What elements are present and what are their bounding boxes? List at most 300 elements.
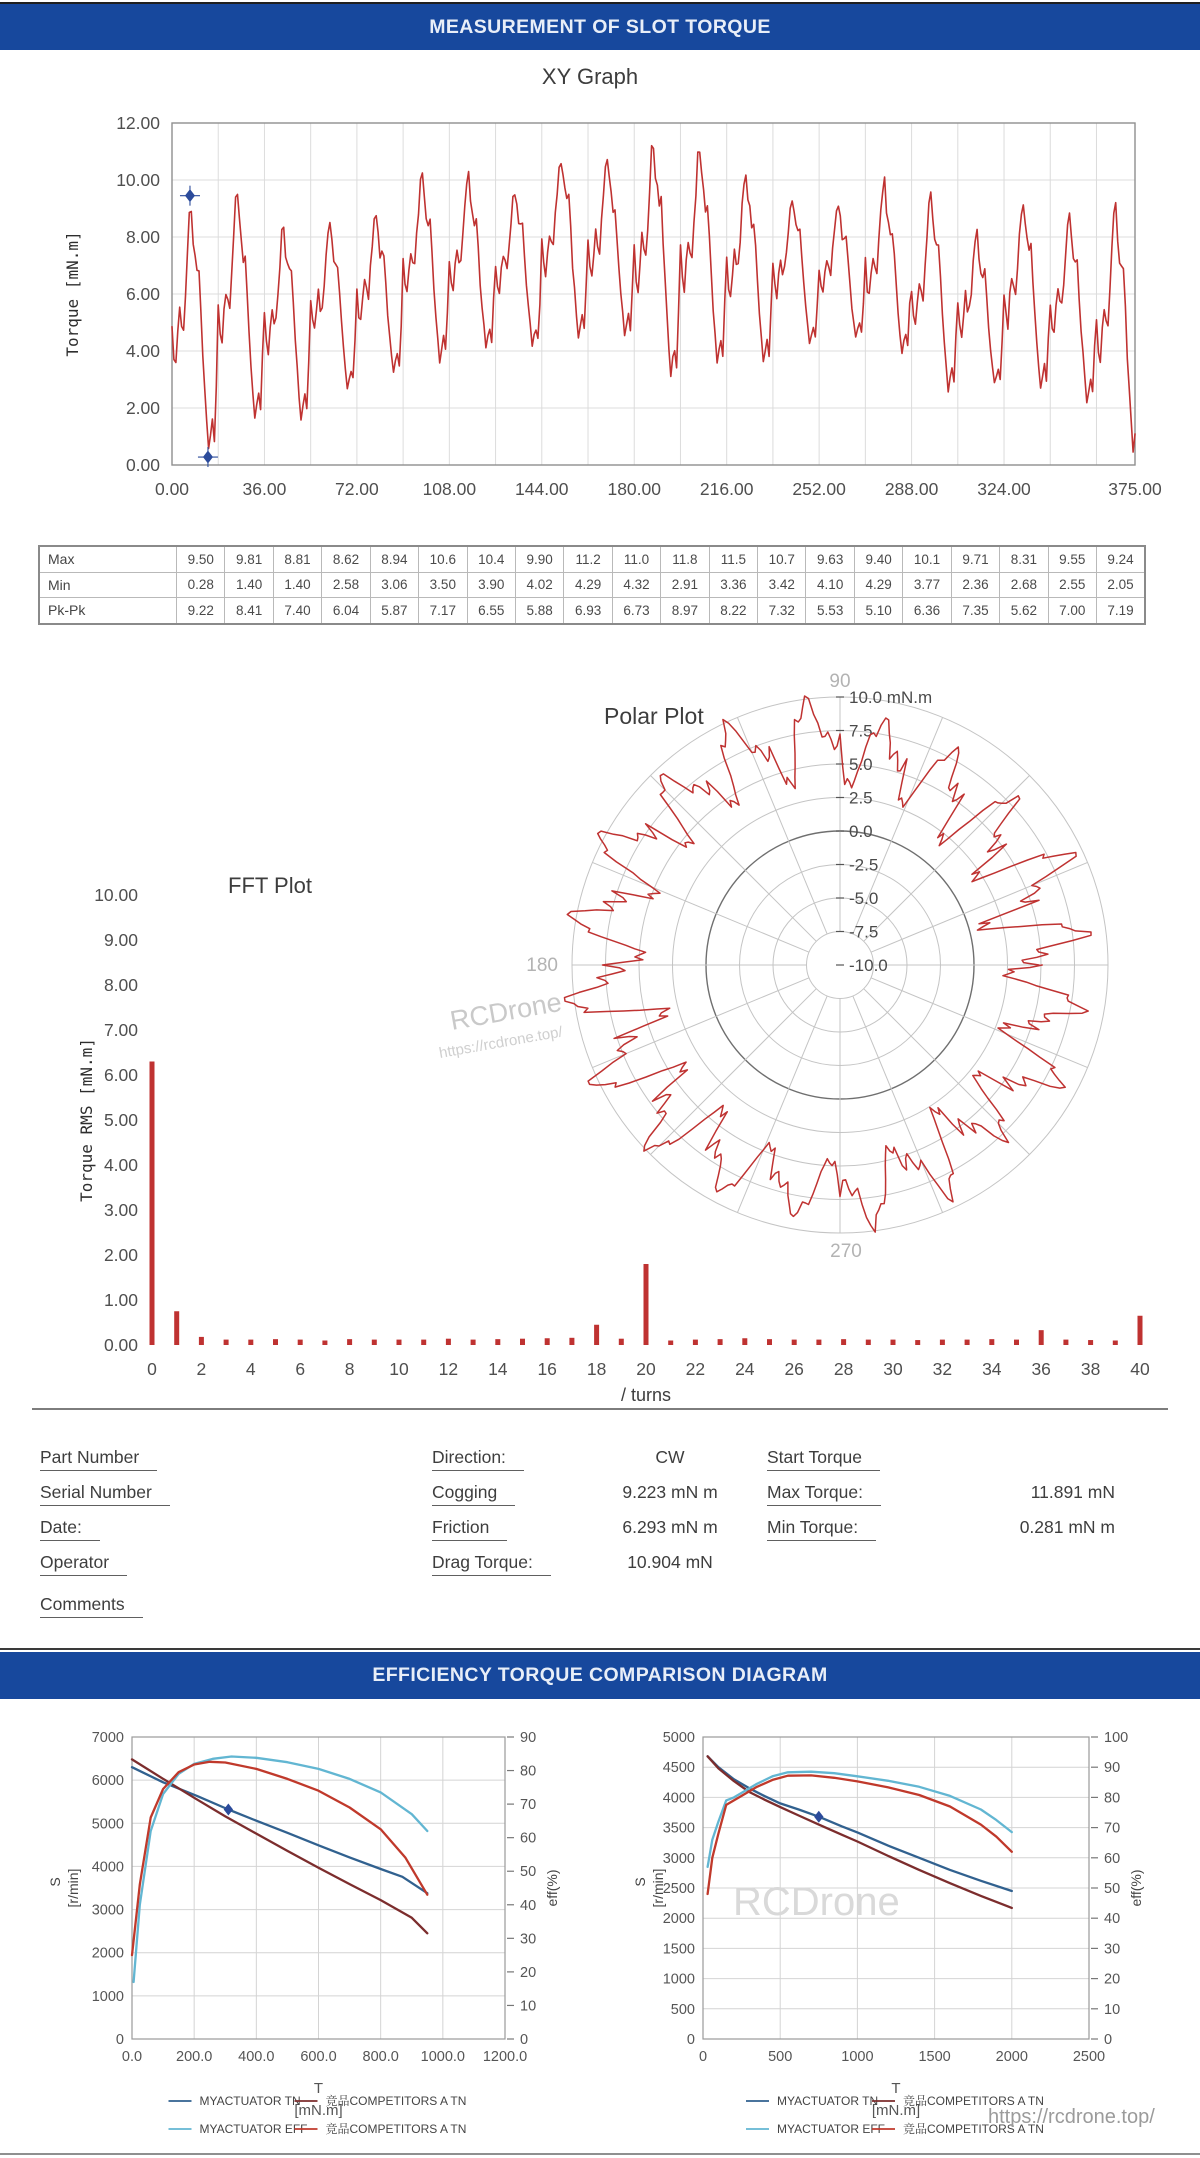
fft-bar — [298, 1340, 303, 1345]
y-tick-label: 8.00 — [103, 975, 138, 995]
fft-bar — [1014, 1340, 1019, 1345]
polar-plot-chart — [410, 628, 1200, 1288]
right-tick-label: 50 — [520, 1864, 537, 1881]
right-tick-label: 80 — [520, 1763, 537, 1780]
header-efficiency — [0, 1652, 1200, 1699]
series-line — [708, 1772, 1012, 1867]
fft-bar — [866, 1340, 871, 1345]
right-tick-label: 100 — [1104, 1730, 1129, 1746]
info-label-date--text: Date: — [40, 1517, 100, 1541]
stats-cell: 4.02 — [515, 572, 563, 598]
stats-cell: 3.42 — [758, 572, 806, 598]
marker-diamond — [203, 451, 213, 464]
info-label-comments — [40, 1594, 143, 1615]
radial-tick-label: -10.0 — [849, 956, 888, 975]
right-tick-label: 0 — [1104, 2032, 1113, 2048]
radial-tick-label: 7.5 — [849, 721, 873, 741]
polar-spoke — [871, 862, 1088, 952]
x-tick-label: 36.00 — [242, 479, 287, 499]
header-efficiency-text: EFFICIENCY TORQUE COMPARISON DIAGRAM — [372, 1664, 828, 1686]
fft-bar — [1138, 1316, 1143, 1345]
stats-cell: 2.68 — [1000, 572, 1048, 598]
x-tick-label: 14 — [488, 1359, 508, 1379]
stats-cell: 11.5 — [709, 546, 757, 572]
legend-label: MYACTUATOR EFF — [777, 2122, 885, 2136]
header2-top-line — [0, 1648, 1200, 1650]
marker-diamond — [224, 1803, 233, 1815]
stats-cell: 3.06 — [370, 572, 418, 598]
y-axis-label-left-units: [r/min] — [650, 1868, 666, 1908]
stats-cell: 9.55 — [1048, 546, 1096, 572]
x-tick-label: 0 — [147, 1359, 157, 1379]
y-tick-label: 6.00 — [103, 1065, 138, 1085]
stats-cell: 10.7 — [758, 546, 806, 572]
stats-cell: 7.19 — [1097, 598, 1145, 624]
stats-cell: 2.36 — [951, 572, 999, 598]
stats-cell: 2.91 — [661, 572, 709, 598]
header-slot-torque-text: MEASUREMENT OF SLOT TORQUE — [429, 15, 771, 38]
stats-cell: 5.62 — [1000, 598, 1048, 624]
stats-cell: 4.29 — [854, 572, 902, 598]
polar-spoke — [650, 775, 816, 941]
left-tick-label: 1000 — [91, 1988, 124, 2005]
stats-cell: 9.81 — [225, 546, 273, 572]
y-tick-label: 10.00 — [94, 885, 138, 905]
info-label-cogging — [432, 1482, 515, 1503]
watermark-text: RCDrone — [733, 1880, 900, 1924]
y-tick-label: 0.00 — [103, 1335, 138, 1355]
stats-row — [39, 546, 1145, 572]
y-axis-label-left: S — [632, 1877, 648, 1887]
right-tick-label: 30 — [520, 1931, 537, 1948]
x-tick-label: 1200.0 — [482, 2049, 528, 2065]
fft-bar — [989, 1339, 994, 1345]
info-label-cogging-text: Cogging — [432, 1482, 515, 1506]
polar-spoke — [864, 989, 1030, 1155]
stats-cell: 9.22 — [177, 598, 225, 624]
stats-cell: 8.22 — [709, 598, 757, 624]
left-tick-label: 3000 — [662, 1850, 695, 1867]
info-label-serial-number-text: Serial Number — [40, 1482, 170, 1506]
stats-cell: 5.53 — [806, 598, 854, 624]
radial-tick-label: -7.5 — [849, 922, 879, 942]
info-label-min-torque- — [767, 1517, 876, 1538]
y-tick-label: 5.00 — [103, 1110, 138, 1130]
x-tick-label: 400.0 — [238, 2049, 275, 2065]
y-tick-label: 0.00 — [125, 455, 160, 475]
torque-trace — [172, 146, 1135, 452]
polar-spoke — [864, 775, 1030, 941]
header-slot-torque — [0, 4, 1200, 50]
right-tick-label: 20 — [1104, 1971, 1121, 1988]
separator-line — [32, 1408, 1168, 1410]
x-tick-label: 72.00 — [334, 479, 379, 499]
stats-cell: 5.10 — [854, 598, 902, 624]
legend-label: MYACTUATOR TN — [777, 2094, 879, 2108]
fft-bar — [742, 1338, 747, 1345]
fft-bar — [495, 1339, 500, 1345]
y-axis-label: Torque RMS [mN.m] — [77, 1038, 96, 1202]
left-tick-label: 0 — [686, 2032, 695, 2048]
stats-cell: 10.6 — [419, 546, 467, 572]
info-label-drag-torque- — [432, 1552, 551, 1573]
series-line — [132, 1759, 427, 1933]
x-tick-label: 22 — [685, 1359, 706, 1379]
right-tick-label: 10 — [1104, 2001, 1121, 2018]
stats-cell: 7.17 — [419, 598, 467, 624]
stats-cell: 6.73 — [612, 598, 660, 624]
fft-bar — [792, 1340, 797, 1345]
left-tick-label: 1000 — [662, 1971, 695, 1988]
info-label-operator — [40, 1552, 127, 1573]
right-tick-label: 0 — [520, 2032, 529, 2048]
info-label-min-torque--text: Min Torque: — [767, 1517, 876, 1541]
stats-cell: 10.4 — [467, 546, 515, 572]
stats-cell: 9.63 — [806, 546, 854, 572]
y-tick-label: 7.00 — [103, 1020, 138, 1040]
legend-label: 竞品COMPETITORS A TN — [903, 2122, 1044, 2136]
fft-bar — [224, 1340, 229, 1345]
radial-tick-label: 2.5 — [849, 788, 873, 808]
marker-diamond — [814, 1811, 823, 1823]
stats-cell: 2.55 — [1048, 572, 1096, 598]
info-label-serial-number — [40, 1482, 170, 1503]
fft-bar — [569, 1338, 574, 1345]
stats-cell: 11.8 — [661, 546, 709, 572]
y-tick-label: 2.00 — [125, 398, 160, 418]
info-label-comments-text: Comments — [40, 1594, 143, 1618]
right-tick-label: 70 — [520, 1797, 537, 1814]
left-tick-label: 6000 — [91, 1773, 124, 1790]
fft-bar — [273, 1339, 278, 1345]
angle-label-270: 270 — [830, 1241, 862, 1262]
stats-cell: 3.36 — [709, 572, 757, 598]
x-tick-label: 12 — [438, 1359, 459, 1379]
stats-cell: 7.00 — [1048, 598, 1096, 624]
legend-label: 竞品COMPETITORS A TN — [903, 2094, 1044, 2108]
left-tick-label: 1500 — [662, 1941, 695, 1958]
y-tick-label: 9.00 — [103, 930, 138, 950]
x-axis-label: T — [891, 2080, 901, 2097]
efficiency-chart-left — [40, 1710, 600, 2158]
right-tick-label: 40 — [520, 1897, 537, 1914]
fft-bar — [248, 1340, 253, 1345]
stats-cell: 8.94 — [370, 546, 418, 572]
right-tick-label: 70 — [1104, 1820, 1121, 1837]
stats-cell: 8.62 — [322, 546, 370, 572]
info-label-date- — [40, 1517, 100, 1538]
y-tick-label: 8.00 — [125, 227, 160, 247]
left-tick-label: 3000 — [91, 1902, 124, 1919]
radial-tick-label: -5.0 — [849, 889, 879, 908]
fft-bar — [397, 1340, 402, 1345]
x-tick-label: 2000 — [995, 2049, 1028, 2065]
right-tick-label: 60 — [1104, 1850, 1121, 1867]
stats-cell: 6.93 — [564, 598, 612, 624]
info-value3-1: 11.891 mN — [1030, 1482, 1115, 1502]
info-value-3: 10.904 mN — [627, 1552, 713, 1572]
right-tick-label: 50 — [1104, 1881, 1121, 1897]
watermark-url: https://rcdrone.top/ — [437, 1023, 564, 1062]
right-tick-label: 40 — [1104, 1911, 1121, 1928]
info-label-friction-text: Friction — [432, 1517, 507, 1541]
info-label-drag-torque--text: Drag Torque: — [432, 1552, 551, 1576]
stats-cell: 9.71 — [951, 546, 999, 572]
stats-cell: 11.0 — [612, 546, 660, 572]
stats-cell: 2.05 — [1097, 572, 1145, 598]
left-tick-label: 2000 — [91, 1945, 124, 1962]
radial-tick-label: 0.0 — [849, 822, 873, 841]
stats-cell: 3.90 — [467, 572, 515, 598]
y-tick-label: 6.00 — [125, 284, 160, 304]
x-tick-label: 32 — [932, 1359, 953, 1379]
polar-spoke — [853, 996, 943, 1213]
polar-trace — [565, 696, 1092, 1232]
legend-label: 竞品COMPETITORS A TN — [325, 2122, 467, 2136]
stats-cell: 6.04 — [322, 598, 370, 624]
right-tick-label: 10 — [520, 1998, 537, 2015]
fft-bar — [816, 1340, 821, 1345]
x-tick-label: 2 — [196, 1359, 207, 1379]
watermark-text: RCDrone — [447, 986, 564, 1036]
fft-bar — [372, 1340, 377, 1345]
stats-cell: 5.88 — [515, 598, 563, 624]
x-axis-label-units: [mN.m] — [294, 2102, 343, 2119]
x-tick-label: 144.00 — [515, 479, 569, 499]
efficiency-chart-right — [625, 1710, 1185, 2158]
x-tick-label: 4 — [245, 1359, 256, 1379]
fft-bar — [767, 1339, 772, 1345]
stats-cell: 4.29 — [564, 572, 612, 598]
polar-spoke — [650, 989, 816, 1155]
stats-cell: 8.97 — [661, 598, 709, 624]
fft-bar — [1039, 1330, 1044, 1345]
fft-bar — [520, 1339, 525, 1345]
y-tick-label: 1.00 — [103, 1290, 138, 1310]
stats-cell: 7.35 — [951, 598, 999, 624]
y-tick-label: 2.00 — [103, 1245, 138, 1265]
x-tick-label: 16 — [537, 1359, 557, 1379]
left-tick-label: 500 — [670, 2001, 695, 2018]
info-label-start-torque-text: Start Torque — [767, 1447, 880, 1471]
stats-cell: 6.36 — [903, 598, 951, 624]
radial-tick-label: -2.5 — [849, 855, 879, 875]
stats-row — [39, 598, 1145, 624]
info-label-direction--text: Direction: — [432, 1447, 524, 1471]
left-tick-label: 2000 — [662, 1911, 695, 1928]
chart-title: FFT Plot — [228, 873, 312, 898]
x-tick-label: 40 — [1130, 1359, 1150, 1379]
info-value-2: 6.293 mN m — [622, 1517, 718, 1537]
x-axis-label-units: [mN.m] — [871, 2102, 921, 2119]
y-tick-label: 12.00 — [116, 113, 160, 133]
x-tick-label: 324.00 — [977, 479, 1031, 499]
x-tick-label: 800.0 — [362, 2049, 399, 2065]
fft-bar — [965, 1340, 970, 1345]
x-tick-label: 180.00 — [607, 479, 662, 499]
x-tick-label: 28 — [833, 1359, 854, 1379]
legend-label: MYACTUATOR TN — [199, 2094, 301, 2108]
x-tick-label: 216.00 — [699, 479, 754, 499]
bottom-border-line — [0, 2153, 1200, 2155]
x-tick-label: 38 — [1080, 1359, 1101, 1379]
series-line — [132, 1762, 427, 1955]
x-tick-label: 18 — [586, 1359, 607, 1379]
x-tick-label: 36 — [1031, 1359, 1051, 1379]
fft-bar — [619, 1339, 624, 1345]
fft-bar — [150, 1062, 155, 1346]
right-tick-label: 30 — [1104, 1941, 1121, 1958]
info-label-part-number — [40, 1447, 157, 1468]
fft-bar — [471, 1340, 476, 1345]
info-label-part-number-text: Part Number — [40, 1447, 157, 1471]
left-tick-label: 5000 — [91, 1816, 124, 1833]
fft-bar — [347, 1339, 352, 1345]
right-tick-label: 80 — [1104, 1790, 1121, 1807]
stats-row — [39, 572, 1145, 598]
x-tick-label: 0.00 — [154, 479, 190, 499]
fft-bar — [594, 1325, 599, 1345]
x-tick-label: 30 — [883, 1359, 903, 1379]
stats-cell: 2.58 — [322, 572, 370, 598]
stats-cell: 8.81 — [273, 546, 321, 572]
fft-bar — [199, 1337, 204, 1345]
x-tick-label: 26 — [784, 1359, 804, 1379]
info-label-start-torque — [767, 1447, 880, 1468]
x-tick-label: 24 — [735, 1359, 755, 1379]
stats-table — [38, 545, 1146, 625]
stats-row-label: Min — [39, 572, 177, 598]
polar-spoke — [592, 862, 809, 952]
x-tick-label: 1000 — [841, 2049, 874, 2065]
stats-cell: 5.87 — [370, 598, 418, 624]
stats-cell: 4.10 — [806, 572, 854, 598]
stats-row-label: Pk-Pk — [39, 598, 177, 624]
stats-cell: 11.2 — [564, 546, 612, 572]
stats-cell: 10.1 — [903, 546, 951, 572]
stats-cell: 8.41 — [225, 598, 273, 624]
x-axis-label: / turns — [620, 1385, 672, 1405]
y-axis-label-left-units: [r/min] — [65, 1868, 81, 1908]
url-watermark: https://rcdrone.top/ — [988, 2106, 1155, 2128]
x-tick-label: 2500 — [1072, 2049, 1106, 2065]
y-axis-label: Torque [mN.m] — [63, 231, 82, 357]
fft-bar — [1063, 1340, 1068, 1345]
x-tick-label: 252.00 — [792, 479, 846, 499]
stats-cell: 3.77 — [903, 572, 951, 598]
fft-bar — [915, 1340, 920, 1345]
stats-cell: 3.50 — [419, 572, 467, 598]
x-tick-label: 1500 — [918, 2049, 951, 2065]
right-tick-label: 60 — [520, 1830, 537, 1847]
fft-bar — [891, 1340, 896, 1345]
info-label-max-torque--text: Max Torque: — [767, 1482, 881, 1506]
x-tick-label: 6 — [295, 1359, 306, 1379]
left-tick-label: 4500 — [662, 1760, 695, 1777]
polar-spoke — [737, 996, 827, 1213]
y-tick-label: 3.00 — [103, 1200, 138, 1220]
y-tick-label: 10.00 — [116, 170, 160, 190]
left-tick-label: 2500 — [662, 1881, 695, 1897]
y-tick-label: 4.00 — [103, 1155, 138, 1175]
radial-tick-label: 10.0 mN.m — [849, 688, 933, 707]
angle-label-180: 180 — [526, 955, 558, 976]
legend-label: MYACTUATOR EFF — [199, 2122, 308, 2136]
fft-bar — [545, 1338, 550, 1345]
fft-bar — [940, 1340, 945, 1345]
chart-title: Polar Plot — [604, 703, 704, 729]
stats-cell: 9.40 — [854, 546, 902, 572]
x-tick-label: 34 — [982, 1359, 1002, 1379]
fft-bar — [1088, 1340, 1093, 1345]
info-value-0: CW — [655, 1447, 685, 1467]
legend-label: 竞品COMPETITORS A TN — [325, 2094, 467, 2108]
x-tick-label: 1000.0 — [420, 2049, 466, 2065]
stats-cell: 9.90 — [515, 546, 563, 572]
stats-cell: 1.40 — [273, 572, 321, 598]
x-tick-label: 200.0 — [176, 2049, 213, 2065]
stats-cell: 4.32 — [612, 572, 660, 598]
stats-cell: 9.24 — [1097, 546, 1145, 572]
fft-bar — [174, 1311, 179, 1345]
stats-cell: 9.50 — [177, 546, 225, 572]
x-tick-label: 10 — [389, 1359, 409, 1379]
left-tick-label: 3500 — [662, 1820, 695, 1837]
stats-cell: 6.55 — [467, 598, 515, 624]
left-tick-label: 4000 — [91, 1859, 124, 1876]
y-axis-label-right: eff(%) — [544, 1869, 560, 1907]
x-tick-label: 0 — [698, 2049, 708, 2065]
left-tick-label: 5000 — [662, 1730, 695, 1746]
stats-cell: 7.32 — [758, 598, 806, 624]
stats-cell: 7.40 — [273, 598, 321, 624]
y-tick-label: 4.00 — [125, 341, 160, 361]
fft-bar — [668, 1341, 673, 1346]
x-tick-label: 288.00 — [884, 479, 939, 499]
chart-title: XY Graph — [541, 64, 639, 89]
info-label-friction — [432, 1517, 507, 1538]
x-tick-label: 8 — [344, 1359, 355, 1379]
left-tick-label: 0 — [115, 2032, 124, 2048]
fft-bar — [693, 1340, 698, 1345]
stats-cell: 0.28 — [177, 572, 225, 598]
right-tick-label: 90 — [1104, 1760, 1121, 1777]
info-label-direction- — [432, 1447, 524, 1468]
x-tick-label: 0.0 — [121, 2049, 143, 2065]
info-value-1: 9.223 mN m — [622, 1482, 718, 1502]
left-tick-label: 7000 — [91, 1730, 124, 1746]
stats-cell: 1.40 — [225, 572, 273, 598]
angle-label-90: 90 — [829, 671, 851, 692]
x-tick-label: 375.00 — [1108, 479, 1162, 499]
radial-tick-label: 5.0 — [849, 755, 873, 774]
stats-cell: 8.31 — [1000, 546, 1048, 572]
fft-bar — [446, 1339, 451, 1345]
marker-diamond — [185, 189, 195, 202]
left-tick-label: 4000 — [662, 1790, 695, 1807]
fft-bar — [841, 1339, 846, 1345]
y-axis-label-left: S — [47, 1877, 63, 1887]
info-label-operator-text: Operator — [40, 1552, 127, 1576]
xy-graph-chart — [30, 58, 1170, 530]
fft-bar — [322, 1341, 327, 1346]
fft-bar — [1113, 1341, 1118, 1346]
x-tick-label: 20 — [636, 1359, 656, 1379]
fft-bar — [421, 1340, 426, 1345]
y-axis-label-right: eff(%) — [1128, 1869, 1144, 1907]
right-tick-label: 20 — [520, 1964, 537, 1981]
x-tick-label: 500 — [768, 2049, 793, 2065]
